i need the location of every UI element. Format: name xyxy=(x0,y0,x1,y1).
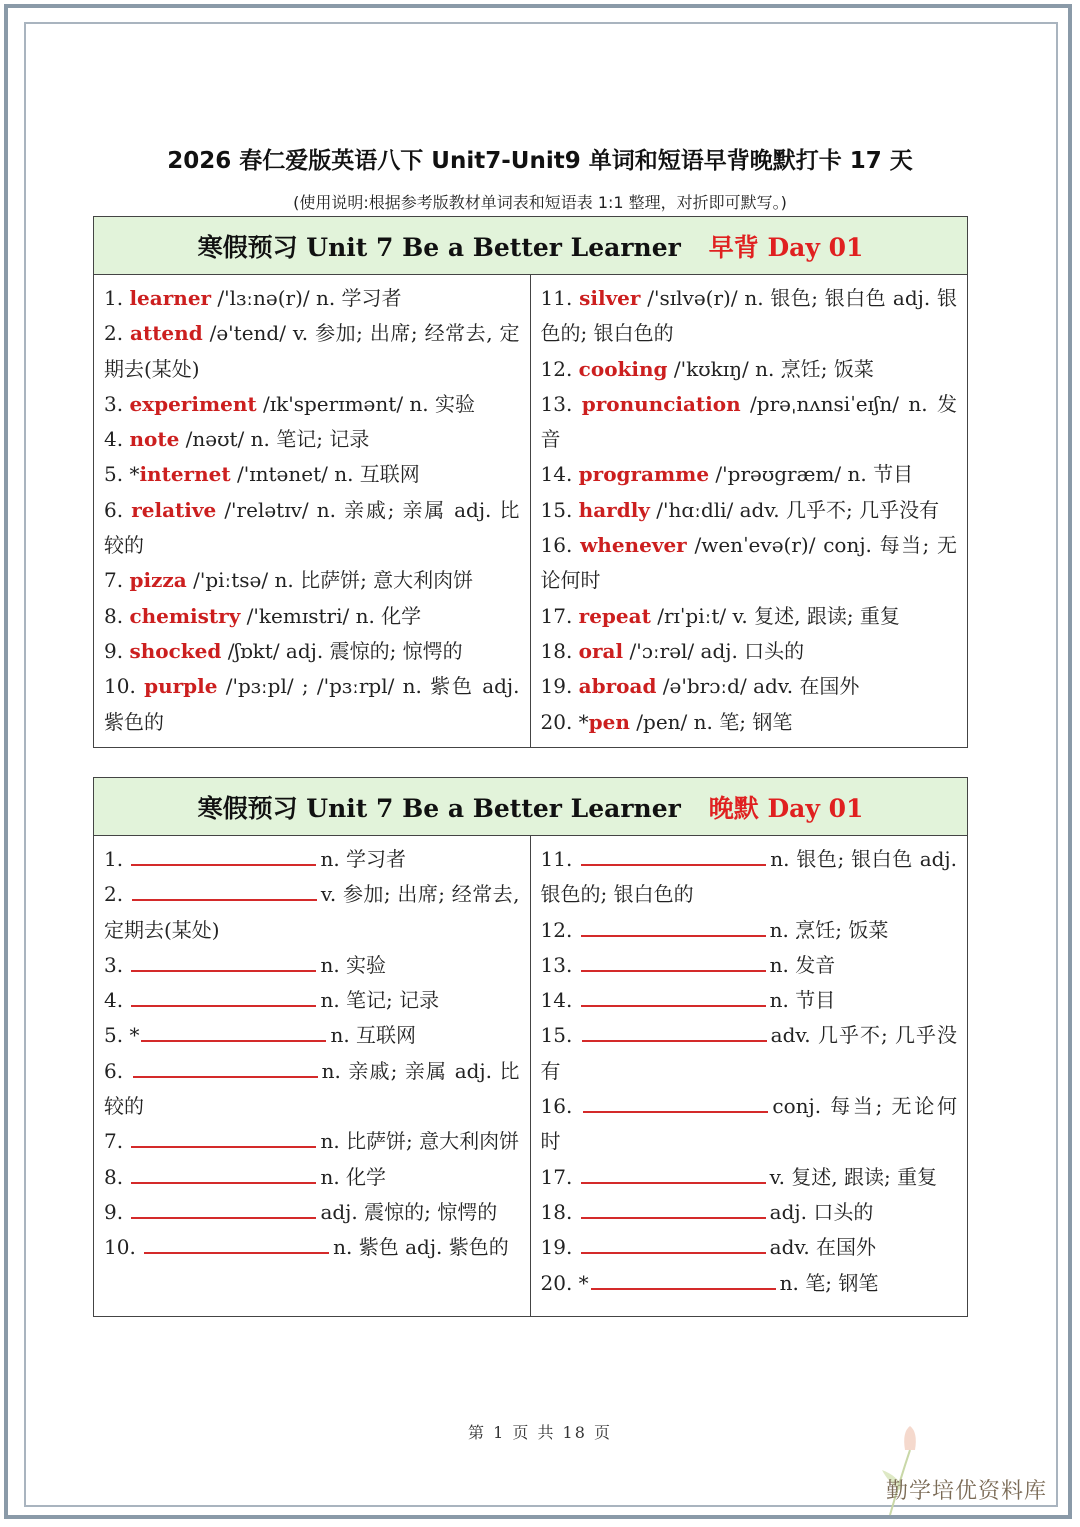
vocab-entry xyxy=(104,387,520,422)
dictation-entry xyxy=(104,948,520,983)
entry-number: 4. xyxy=(104,988,130,1013)
entry-meaning: adj. 口头的 xyxy=(769,1199,874,1224)
entry-definition: /'ɪntənet/ n. 互联网 xyxy=(230,462,420,487)
entry-number: 7. xyxy=(104,568,130,593)
vocab-word: experiment xyxy=(129,391,257,416)
vocab-word: programme xyxy=(578,462,710,487)
entry-number: 16. xyxy=(540,533,581,558)
vocab-entry xyxy=(541,387,958,458)
entry-definition: /ə'tend/ v. 参加; 出席; 经常去, 定期去(某处) xyxy=(104,321,520,381)
answer-blank[interactable] xyxy=(141,1022,326,1042)
dictation-entry xyxy=(541,1160,958,1195)
entry-number: 17. xyxy=(540,1164,579,1189)
vocab-word: purple xyxy=(144,674,218,699)
vocab-entry xyxy=(541,528,958,599)
answer-blank[interactable] xyxy=(581,987,766,1007)
document-subtitle: (使用说明:根据参考版教材单词表和短语表 1:1 整理，对折即可默写。) xyxy=(293,193,787,212)
answer-blank[interactable] xyxy=(131,846,316,866)
vocab-word: hardly xyxy=(578,497,650,522)
entry-number: 10. xyxy=(104,674,145,699)
evening-left-column xyxy=(94,836,531,1317)
vocab-word: learner xyxy=(129,286,212,310)
entry-number: 12. xyxy=(540,356,579,381)
entry-definition: /ʃɒkt/ adj. 震惊的; 惊愕的 xyxy=(221,638,463,663)
entry-meaning: n. 节目 xyxy=(769,988,836,1013)
entry-number: 6. xyxy=(104,1058,131,1083)
morning-panel-header xyxy=(94,217,967,275)
entry-meaning: v. 参加; 出席; 经常去, 定期去(某处) xyxy=(104,882,520,942)
entry-number: 11. xyxy=(540,286,580,310)
vocab-word: shocked xyxy=(129,638,222,663)
vocab-entry xyxy=(104,316,520,387)
vocab-entry xyxy=(104,422,520,457)
vocab-word: pronunciation xyxy=(581,391,741,416)
entry-definition: /'sɪlvə(r)/ n. 银色; 银白色 adj. 银色的; 银白色的 xyxy=(540,286,957,346)
entry-definition: /'piːtsə/ n. 比萨饼; 意大利肉饼 xyxy=(186,568,474,593)
morning-right-column xyxy=(531,275,968,748)
entry-meaning: n. 实验 xyxy=(320,952,387,977)
entry-number: 12. xyxy=(540,917,579,942)
vocab-word: attend xyxy=(130,321,203,346)
entry-definition: /ə'brɔːd/ adv. 在国外 xyxy=(656,674,860,699)
entry-definition: /rɪˈpiːt/ v. 复述, 跟读; 重复 xyxy=(650,603,900,628)
vocab-entry xyxy=(541,599,958,634)
entry-definition: /'ɔːrəl/ adj. 口头的 xyxy=(623,638,805,663)
entry-definition: /ɪk'sperɪmənt/ n. 实验 xyxy=(256,391,476,416)
dictation-entry xyxy=(541,1266,958,1301)
vocab-entry xyxy=(541,281,958,352)
vocab-word: repeat xyxy=(578,603,651,628)
entry-number: 4. xyxy=(104,427,130,452)
entry-meaning: adv. 在国外 xyxy=(769,1235,877,1260)
answer-blank[interactable] xyxy=(133,1058,318,1078)
answer-blank[interactable] xyxy=(582,1022,767,1042)
entry-definition: /prəˌnʌnsiˈeɪʃn/ n. 发音 xyxy=(540,391,957,452)
entry-number: 14. xyxy=(540,988,579,1013)
vocab-entry xyxy=(104,599,520,634)
entry-meaning: conj. 每当; 无论何时 xyxy=(540,1094,957,1154)
answer-blank[interactable] xyxy=(131,1164,316,1184)
answer-blank[interactable] xyxy=(581,952,766,972)
entry-meaning: n. 烹饪; 饭菜 xyxy=(769,917,889,942)
entry-number: 13. xyxy=(540,952,579,977)
dictation-entry xyxy=(541,1018,958,1089)
entry-meaning: n. 比萨饼; 意大利肉饼 xyxy=(320,1129,520,1154)
vocab-entry xyxy=(541,457,958,492)
vocab-word: relative xyxy=(131,497,217,522)
vocab-entry xyxy=(104,281,520,316)
morning-panel xyxy=(93,216,968,748)
vocab-word: oral xyxy=(578,638,624,663)
entry-number: 19. xyxy=(540,674,579,699)
evening-header-day: 晚默 Day 01 xyxy=(708,793,864,823)
answer-blank[interactable] xyxy=(581,1164,766,1184)
entry-number: 1. xyxy=(104,847,130,871)
morning-header-day: 早背 Day 01 xyxy=(708,232,864,262)
document-title: 2026 春仁爱版英语八下 Unit7-Unit9 单词和短语早背晚默打卡 17 天 xyxy=(167,148,913,174)
dictation-entry xyxy=(541,983,958,1018)
evening-right-column xyxy=(531,836,968,1317)
entry-meaning: n. 互联网 xyxy=(330,1023,417,1048)
entry-definition: /wenˈevə(r)/ conj. 每当; 无论何时 xyxy=(540,533,957,593)
answer-blank[interactable] xyxy=(583,1093,768,1113)
entry-number: 5. * xyxy=(104,1023,140,1048)
vocab-word: internet xyxy=(139,462,231,487)
dictation-entry xyxy=(104,1230,520,1265)
vocab-word: pizza xyxy=(129,568,187,593)
page-number: 第 1 页 共 18 页 xyxy=(468,1423,612,1442)
entry-meaning: n. 发音 xyxy=(769,952,836,977)
entry-number: 2. xyxy=(104,882,130,907)
dictation-entry xyxy=(104,1195,520,1230)
entry-number: 6. xyxy=(104,497,132,522)
entry-number: 7. xyxy=(104,1129,130,1154)
answer-blank[interactable] xyxy=(144,1234,329,1254)
answer-blank[interactable] xyxy=(581,1199,766,1219)
entry-meaning: adj. 震惊的; 惊愕的 xyxy=(320,1199,498,1224)
answer-blank[interactable] xyxy=(581,917,766,937)
entry-meaning: n. 亲戚; 亲属 adj. 比较的 xyxy=(104,1058,520,1119)
entry-number: 13. xyxy=(540,391,582,416)
entry-meaning: n. 紫色 adj. 紫色的 xyxy=(333,1235,509,1260)
entry-definition: /pen/ n. 笔; 钢笔 xyxy=(629,709,793,734)
entry-number: 2. xyxy=(104,321,130,346)
dictation-entry xyxy=(104,1160,520,1195)
entry-definition: /'kemɪstri/ n. 化学 xyxy=(240,603,422,628)
entry-number: 8. xyxy=(104,603,130,628)
entry-meaning: v. 复述, 跟读; 重复 xyxy=(769,1164,938,1189)
answer-blank[interactable] xyxy=(131,987,316,1007)
answer-blank[interactable] xyxy=(591,1270,776,1290)
vocab-entry xyxy=(541,634,958,669)
dictation-entry xyxy=(104,1018,520,1053)
entry-number: 9. xyxy=(104,1199,130,1224)
entry-number: 11. xyxy=(540,847,580,871)
entry-number: 15. xyxy=(540,497,579,522)
entry-number: 20. * xyxy=(540,1270,589,1295)
entry-meaning: n. 学习者 xyxy=(320,847,407,871)
answer-blank[interactable] xyxy=(581,846,766,866)
vocab-word: silver xyxy=(579,286,641,310)
entry-definition: /'relətɪv/ n. 亲戚; 亲属 adj. 比较的 xyxy=(104,497,520,558)
dictation-entry xyxy=(104,842,520,877)
entry-definition: /'lɜːnə(r)/ n. 学习者 xyxy=(211,286,402,310)
entry-number: 1. xyxy=(104,286,130,310)
evening-panel-header xyxy=(94,778,967,836)
entry-number: 9. xyxy=(104,638,130,663)
entry-definition: /'hɑːdli/ adv. 几乎不; 几乎没有 xyxy=(649,497,940,522)
vocab-entry xyxy=(104,457,520,492)
entry-number: 18. xyxy=(540,1199,579,1224)
entry-definition: /'kʊkɪŋ/ n. 烹饪; 饭菜 xyxy=(667,356,874,381)
entry-number: 3. xyxy=(104,952,130,977)
tulip-icon xyxy=(870,1420,1060,1520)
vocab-entry xyxy=(541,669,958,704)
vocab-entry xyxy=(104,669,520,740)
watermark-logo xyxy=(870,1420,1060,1520)
entry-meaning: n. 笔; 钢笔 xyxy=(779,1270,879,1295)
evening-panel xyxy=(93,777,968,1317)
dictation-entry xyxy=(541,1089,958,1160)
entry-meaning: n. 笔记; 记录 xyxy=(320,988,440,1013)
morning-columns xyxy=(94,275,967,748)
answer-blank[interactable] xyxy=(131,1128,316,1148)
vocab-entry xyxy=(541,705,958,740)
dictation-entry xyxy=(104,983,520,1018)
morning-header-title: 寒假预习 Unit 7 Be a Better Learner xyxy=(197,232,681,262)
vocab-word: abroad xyxy=(578,674,657,699)
vocab-word: cooking xyxy=(578,356,668,381)
entry-definition: /'prəʊgræm/ n. 节目 xyxy=(709,462,914,487)
entry-number: 14. xyxy=(540,462,579,487)
entry-number: 19. xyxy=(540,1235,579,1260)
dictation-entry xyxy=(541,1230,958,1265)
entry-number: 3. xyxy=(104,391,130,416)
entry-number: 16. xyxy=(540,1094,582,1119)
entry-number: 8. xyxy=(104,1164,130,1189)
vocab-entry xyxy=(541,493,958,528)
entry-number: 15. xyxy=(540,1023,580,1048)
entry-meaning: n. 化学 xyxy=(320,1164,387,1189)
entry-definition: /nəʊt/ n. 笔记; 记录 xyxy=(179,427,370,452)
entry-number: 17. xyxy=(540,603,579,628)
dictation-entry xyxy=(541,842,958,913)
answer-blank[interactable] xyxy=(581,1234,766,1254)
dictation-entry xyxy=(104,877,520,948)
dictation-entry xyxy=(104,1054,520,1125)
watermark-text: 勤学培优资料库 xyxy=(886,1479,1048,1504)
vocab-entry xyxy=(104,493,520,564)
vocab-entry xyxy=(104,563,520,598)
vocab-word: whenever xyxy=(580,533,687,558)
answer-blank[interactable] xyxy=(132,881,317,901)
answer-blank[interactable] xyxy=(131,1199,316,1219)
answer-blank[interactable] xyxy=(131,952,316,972)
vocab-word: note xyxy=(129,427,180,452)
evening-columns xyxy=(94,836,967,1317)
dictation-entry xyxy=(541,948,958,983)
entry-meaning: adv. 几乎不; 几乎没有 xyxy=(540,1023,957,1083)
entry-number: 20. * xyxy=(540,709,589,734)
entry-number: 18. xyxy=(540,638,579,663)
entry-number: 5. * xyxy=(104,462,140,487)
dictation-entry xyxy=(541,913,958,948)
entry-meaning: n. 银色; 银白色 adj. 银色的; 银白色的 xyxy=(540,847,957,907)
vocab-word: pen xyxy=(588,709,630,734)
vocab-word: chemistry xyxy=(129,603,241,628)
entry-definition: /'pɜːpl/ ; /'pɜːrpl/ n. 紫色 adj. 紫色的 xyxy=(104,674,520,734)
dictation-entry xyxy=(104,1124,520,1159)
morning-left-column xyxy=(94,275,531,748)
vocab-entry xyxy=(104,634,520,669)
dictation-entry xyxy=(541,1195,958,1230)
entry-number: 10. xyxy=(104,1235,143,1260)
evening-header-title: 寒假预习 Unit 7 Be a Better Learner xyxy=(197,793,681,823)
vocab-entry xyxy=(541,352,958,387)
